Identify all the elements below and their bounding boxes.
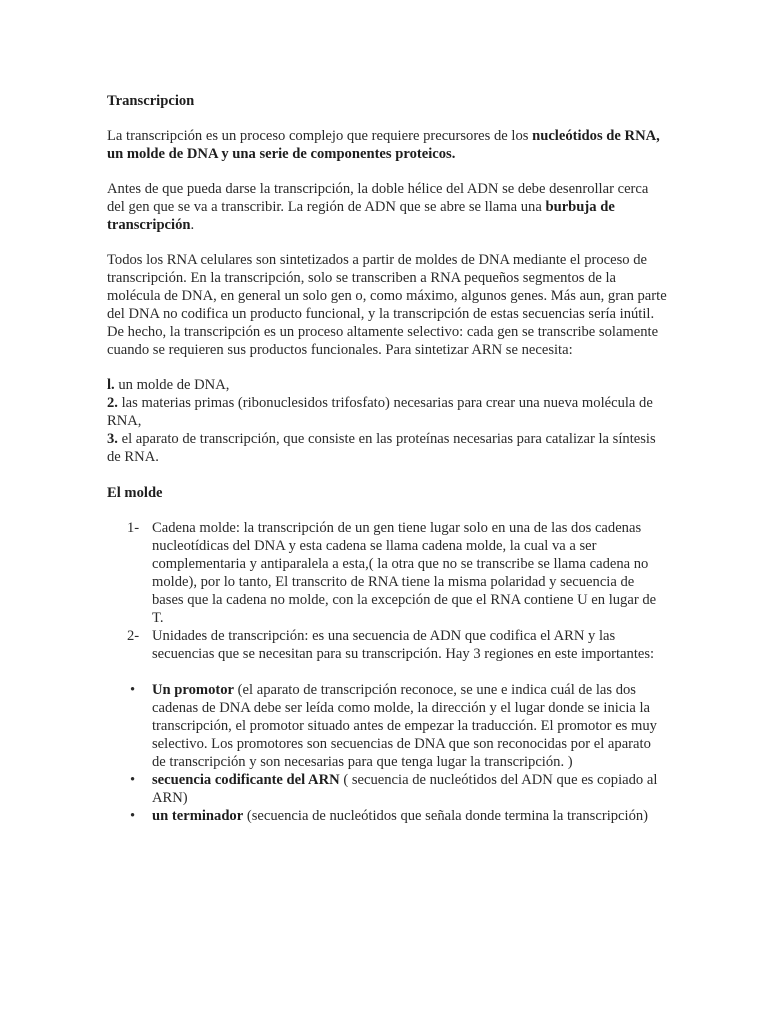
molde-item-number: 2- bbox=[127, 628, 140, 644]
molde-item-text: Cadena molde: la transcripción de un gen tiene lugar solo en una de las dos cadenas nucleotídicas del DNA y esta cadena se llama cadena molde, la cual va a ser complementaria y antiparalela a esta,( la otra que no se transcribe se llama cadena no molde), por lo tanto, El transcrito de RNA tiene la misma polaridad y secuencia de bases que la cadena no molde, con la excepción de que el RNA contiene U en lugar de T. bbox=[152, 520, 657, 626]
paragraph-intro-text: La transcripción es un proceso complejo que requiere precursores de los bbox=[107, 128, 533, 144]
molde-list-item bbox=[107, 627, 668, 663]
needs-item-text: un molde de DNA, bbox=[114, 377, 230, 393]
paragraph-intro bbox=[107, 127, 668, 163]
molde-item-number: 1- bbox=[127, 520, 140, 536]
regiones-item-text: (secuencia de nucleótidos que señala donde termina la transcripción) bbox=[243, 808, 649, 824]
regiones-list-item bbox=[107, 771, 668, 807]
regiones-item-term: un terminador bbox=[152, 808, 244, 824]
regiones-list-item bbox=[107, 681, 668, 771]
document-title: Transcripcion bbox=[107, 93, 195, 109]
spacer bbox=[107, 663, 668, 681]
regiones-item-term: secuencia codificante del ARN bbox=[152, 772, 340, 788]
paragraph-burbuja bbox=[107, 180, 668, 234]
needs-item bbox=[107, 376, 668, 394]
regiones-list bbox=[107, 681, 668, 825]
bullet-icon: • bbox=[130, 772, 136, 788]
needs-item bbox=[107, 430, 668, 466]
needs-item bbox=[107, 394, 668, 430]
paragraph-burbuja-bold: burbuja de transcripción bbox=[107, 199, 615, 233]
molde-list bbox=[107, 519, 668, 663]
paragraph-rna-celulares: Todos los RNA celulares son sintetizados a partir de moldes de DNA mediante el proceso de transcripción. En la transcripción, solo se transcriben a RNA pequeños segmentos de la molécula de DNA, en general un solo gen o, como máximo, algunos genes. Más aun, gran parte del DNA no codifica un producto funcional, y la transcripción de estas secuencias sería inútil. De hecho, la transcripción es un proceso altamente selectivo: cada gen se transcribe solamente cuando se requieren sus productos funcionales. Para sintetizar ARN se necesita: bbox=[107, 252, 667, 358]
bullet-icon: • bbox=[130, 682, 136, 698]
regiones-item-text: (el aparato de transcripción reconoce, se une e indica cuál de las dos cadenas de DNA debe ser leída como molde, la dirección y el lugar donde se inicia la transcripción, el promotor situado antes de empezar la traducción. El promotor es muy selectivo. Los promotores son secuencias de DNA que son reconocidas por el aparato de transcripción y son necesarias para que tenga lugar la transcripción. ) bbox=[152, 682, 657, 770]
needs-item-number: l. bbox=[107, 377, 115, 393]
molde-list-item bbox=[107, 519, 668, 627]
paragraph-intro-bold: nucleótidos de RNA, un molde de DNA y una serie de componentes proteicos. bbox=[107, 128, 660, 162]
regiones-item-text: ( secuencia de nucleótidos del ADN que es copiado al ARN) bbox=[152, 772, 658, 806]
paragraph-burbuja-end: . bbox=[190, 217, 195, 233]
needs-item-number: 2. bbox=[107, 395, 118, 411]
molde-item-text: Unidades de transcripción: es una secuencia de ADN que codifica el ARN y las secuencias que se necesitan para su transcripción. Hay 3 regiones en este importantes: bbox=[152, 628, 655, 662]
needs-item-text: el aparato de transcripción, que consiste en las proteínas necesarias para catalizar la síntesis de RNA. bbox=[107, 431, 656, 465]
bullet-icon: • bbox=[130, 808, 136, 824]
section-heading-molde: El molde bbox=[107, 485, 163, 501]
needs-list bbox=[107, 376, 668, 466]
regiones-list-item bbox=[107, 807, 668, 825]
needs-item-text: las materias primas (ribonuclesidos trifosfato) necesarias para crear una nueva molécula de RNA, bbox=[107, 395, 653, 429]
needs-item-number: 3. bbox=[107, 431, 118, 447]
paragraph-burbuja-text: Antes de que pueda darse la transcripción, la doble hélice del ADN se debe desenrollar cerca del gen que se va a transcribir. La región de ADN que se abre se llama una bbox=[107, 181, 649, 215]
regiones-item-term: Un promotor bbox=[152, 682, 235, 698]
